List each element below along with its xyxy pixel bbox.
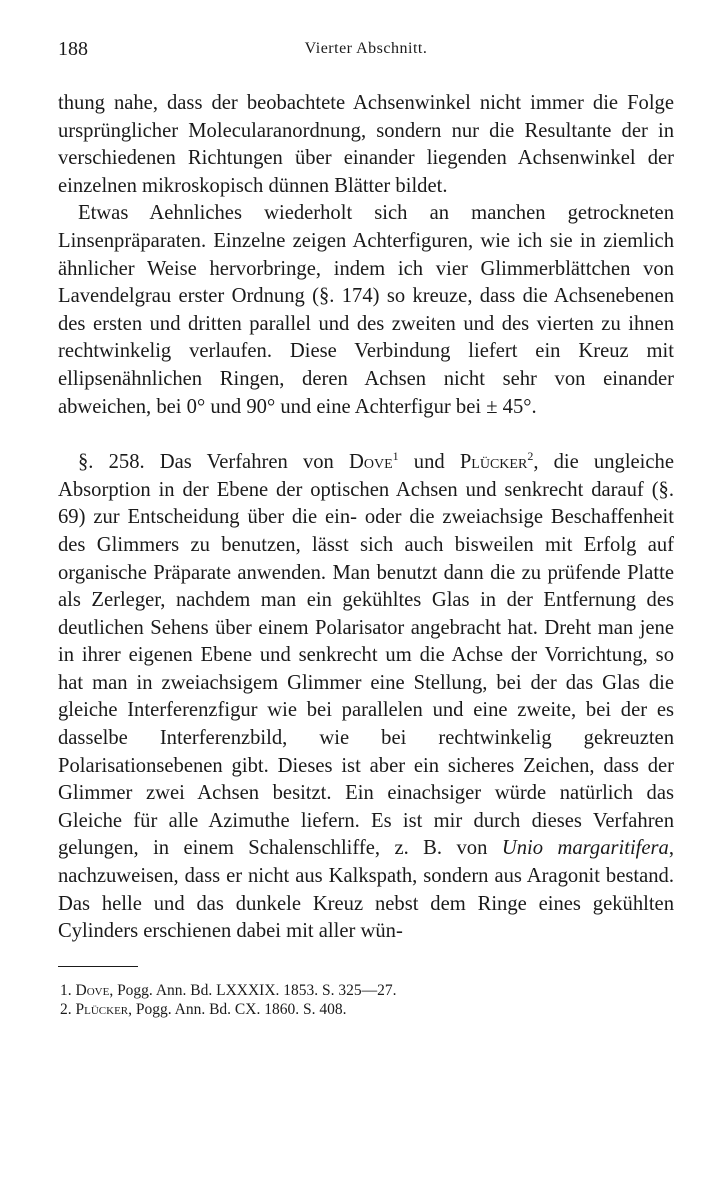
section-258-lead: §. 258. Das Verfahren von [78, 451, 349, 474]
footnote-divider [58, 966, 138, 967]
section-258-body: , die ungleiche Absorption in der Ebene der optischen Achsen und senkrecht darauf (§. 69) zur Entscheidung über die ein- oder die zweiachsige Beschaffenheit des Glimmers zu benutzen, lässt sich auch bisweilen mit Erfolg auf organische Präparate anwenden. Man benutzt dann die zu prüfende Platte als Zerleger, nachdem man ein gekühltes Glas in der Entfernung des deutlichen Sehens über einem Polarisator angebracht hat. Dreht man jene in ihrer eigenen Ebene und senkrecht um die Achse der Vorrichtung, so hat man in zweiachsigem Glimmer eine Stellung, bei der das Glas die gleiche Interferenzfigur wie bei parallelen und eine zweite, bei der es dasselbe Interferenzbild, wie bei rechtwinkelig gekreuzten Polarisationsebenen gibt. Dieses ist aber ein sicheres Zeichen, dass der Glimmer zwei Achsen besitzt. Ein einachsiger würde natürlich das Gleiche für alle Azimuthe liefern. Es ist mir durch dieses Verfahren gelungen, in einem Schalenschliffe, z. B. von [58, 451, 674, 860]
footnote-author: Plücker [75, 1000, 129, 1018]
paragraph-linsenpraeparate: Etwas Aehnliches wiederholt sich an manchen getrockneten Linsenpräparaten. Einzelne zeigen Achterfiguren, wie ich sie in ziemlich ähnlicher Weise hervorbringe, indem ich vier Glimmerblättchen von Lavendelgrau erster Ordnung (§. 174) so kreuze, dass die Achsenebenen des ersten und dritten parallel und des zweiten und des vierten zu ihnen rechtwinkelig verlaufen. Diese Verbindung liefert ein Kreuz mit ellipsenähnlichen Ringen, deren Achsen nicht sehr von einander abweichen, bei 0° und 90° und eine Achterfigur bei ± 45°. [58, 202, 674, 418]
footnote-author: Dove [75, 981, 110, 999]
text-connector-und: und [398, 451, 460, 474]
running-head: Vierter Abschnitt. [304, 40, 428, 57]
footnote-ref-1[interactable]: 1 [392, 449, 399, 464]
paragraph-continuation: thung nahe, dass der beobachtete Achsenwinkel nicht immer die Folge ursprünglicher Molecularanordnung, sondern nur die Resultante der in verschiedenen Richtungen über einander liegenden Achsenwinkel der einzelnen mikroskopisch dünnen Blätter bildet. [58, 92, 674, 197]
section-258-paragraph [58, 449, 674, 946]
footnote-2 [60, 1000, 674, 1019]
footnote-citation: , Pogg. Ann. Bd. CX. 1860. S. 408. [128, 1000, 347, 1018]
footnote-ref-2[interactable]: 2 [527, 449, 534, 464]
footnote-1 [60, 981, 674, 1000]
author-name-dove: Dove [348, 451, 393, 474]
section-258-tail: , nachzuweisen, dass er nicht aus Kalkspath, sondern aus Aragonit bestand. Das helle und das dunkele Kreuz nebst dem Ringe eines gekühlten Cylinders erschienen dabei mit aller wün- [58, 837, 674, 943]
footnote-number: 1. [60, 981, 72, 999]
species-name: Unio margaritifera [501, 837, 669, 860]
author-name-pluecker: Plücker [459, 451, 528, 474]
book-page [58, 38, 674, 1019]
footnote-citation: , Pogg. Ann. Bd. LXXXIX. 1853. S. 325—27. [109, 981, 397, 999]
footnotes [58, 981, 674, 1019]
page-header [58, 38, 674, 68]
page-number: 188 [58, 38, 88, 60]
footnote-number: 2. [60, 1000, 72, 1018]
body-text [58, 90, 674, 946]
